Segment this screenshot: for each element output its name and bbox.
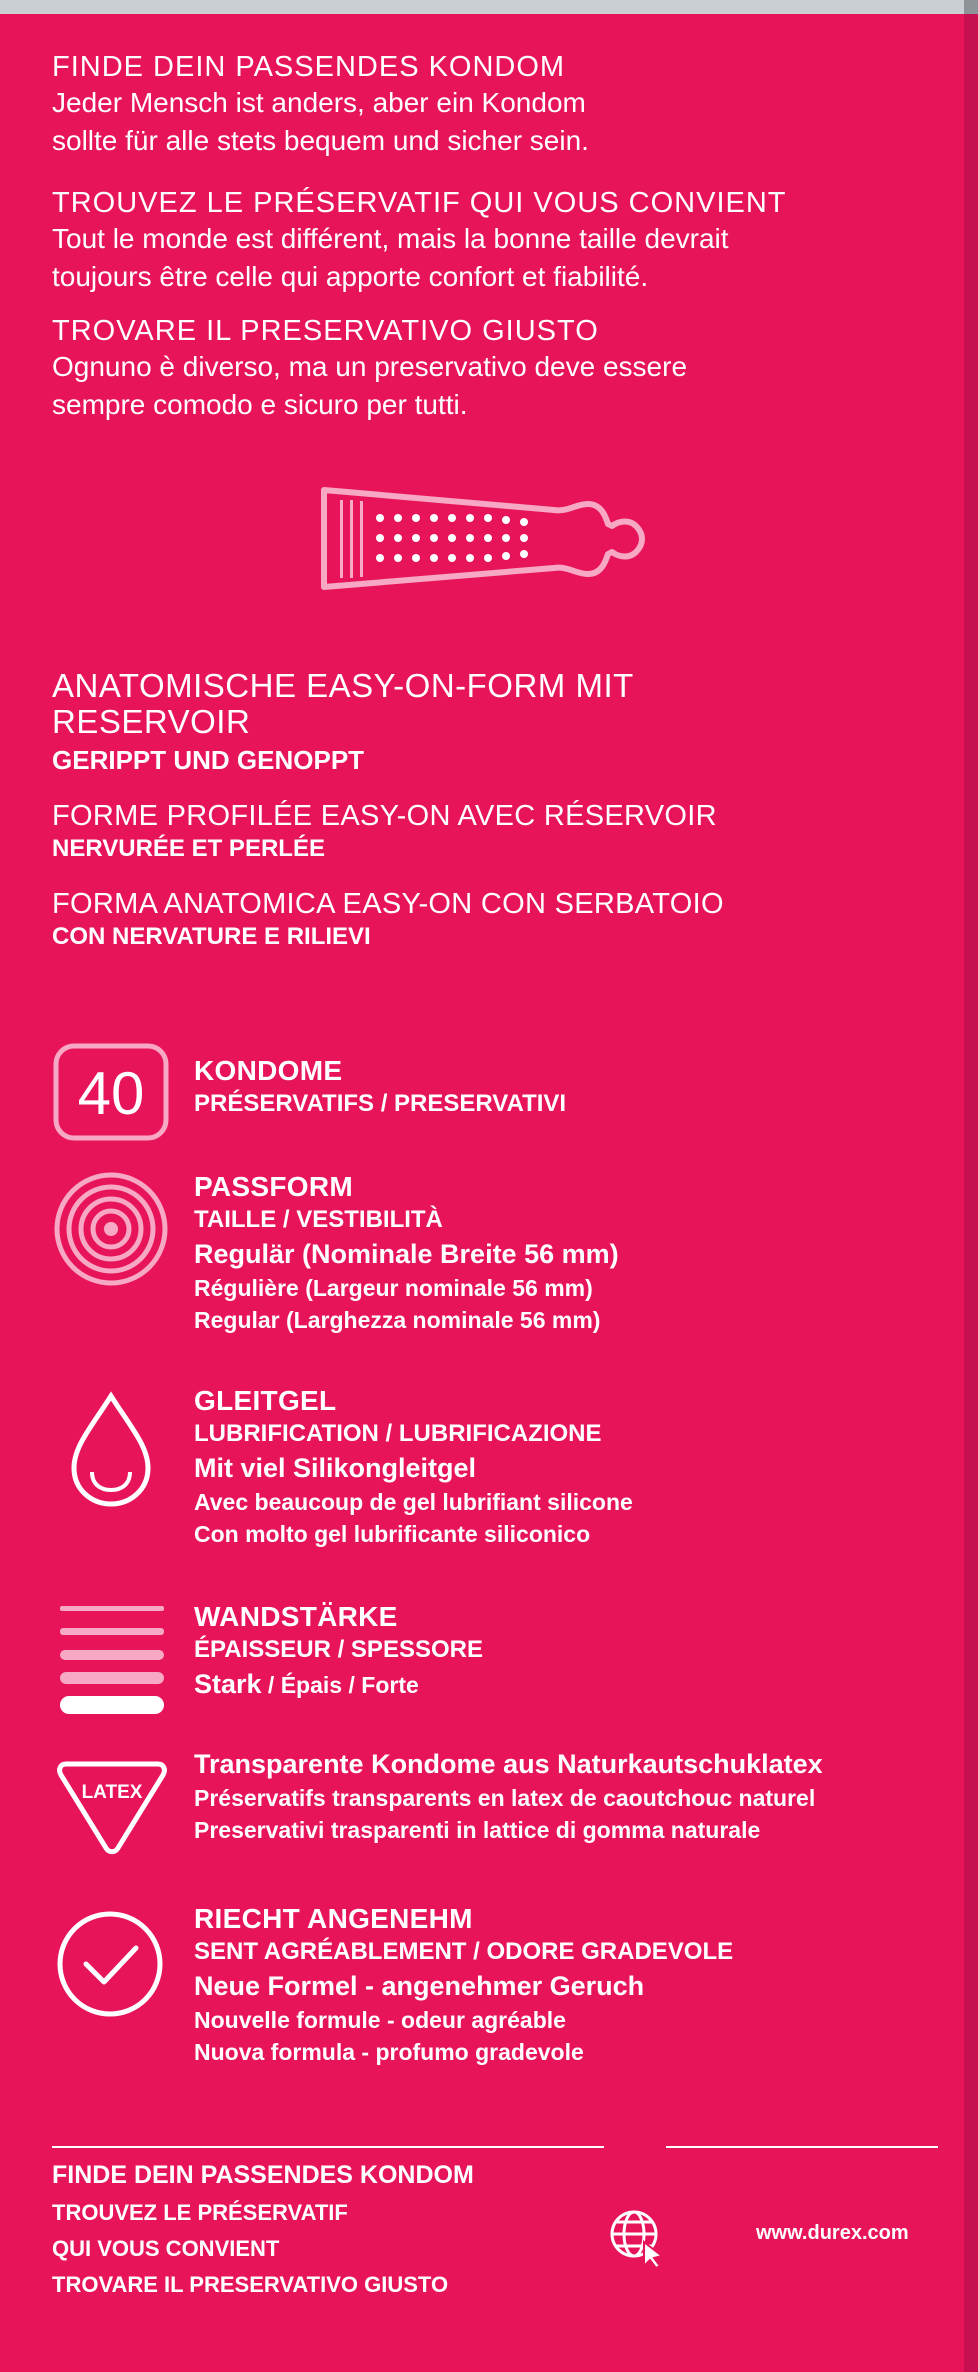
footer-it: TROVARE IL PRESERVATIVO GIUSTO [52, 2272, 449, 2297]
intro-text-line: sollte für alle stets bequem und sicher sein. [52, 125, 589, 156]
latex-triangle-icon [52, 1752, 172, 1862]
lube-feature [52, 1384, 952, 1584]
footer-fr-line: QUI VOUS CONVIENT [52, 2236, 280, 2261]
drop-icon [52, 1384, 170, 1514]
intro-text-line: toujours être celle qui apporte confort et fiabilité. [52, 261, 649, 292]
latex-feature [52, 1749, 952, 1872]
lube-title: GLEITGEL [194, 1385, 337, 1416]
latex-it: Preservativi trasparenti in lattice di gomma naturale [194, 1817, 761, 1843]
count-number: 40 [77, 1060, 145, 1127]
shape-description [52, 668, 932, 952]
thickness-values [194, 1666, 954, 1702]
intro-text-line: Tout le monde est différent, mais la bonne taille devrait [52, 223, 729, 254]
count-title: KONDOME [194, 1055, 343, 1086]
condom-shape-icon [318, 486, 668, 591]
shape-fr-sub: NERVURÉE ET PERLÉE [52, 835, 325, 862]
footer-divider-left [52, 2146, 604, 2148]
shape-de-sub: GERIPPT UND GENOPPT [52, 745, 365, 775]
lube-de: Mit viel Silikongleitgel [194, 1453, 477, 1483]
fit-title: PASSFORM [194, 1171, 353, 1202]
intro-text-line: Ognuno è diverso, ma un preservativo deve essere [52, 351, 688, 382]
website-url[interactable]: www.durex.com [756, 2222, 909, 2244]
thickness-sub: ÉPAISSEUR / SPESSORE [194, 1636, 483, 1663]
intro-text-line: sempre comodo e sicuro per tutti. [52, 389, 468, 420]
thickness-fr: Épais [280, 1672, 343, 1698]
latex-fr: Préservatifs transparents en latex de caoutchouc naturel [194, 1785, 816, 1811]
count-badge-icon [52, 1042, 170, 1142]
intro-de [52, 50, 952, 160]
package-top-flap [0, 0, 978, 14]
scent-fr: Nouvelle formule - odeur agréable [194, 2007, 566, 2033]
shape-it: FORMA ANATOMICA EASY-ON CON SERBATOIO [52, 888, 724, 920]
shape-de-line: ANATOMISCHE EASY-ON-FORM MIT [52, 667, 634, 704]
intro-fr [52, 186, 952, 296]
intro-heading: TROVARE IL PRESERVATIVO GIUSTO [52, 315, 599, 347]
globe-cursor-icon [606, 2206, 670, 2270]
package-side-edge [964, 14, 978, 2372]
count-feature [52, 1042, 952, 1152]
lube-fr: Avec beaucoup de gel lubrifiant silicone [194, 1489, 633, 1515]
intro-it [52, 314, 952, 424]
latex-de: Transparente Kondome aus Naturkautschuklatex [194, 1749, 823, 1779]
target-rings-icon [52, 1170, 170, 1288]
footer-text [52, 2155, 612, 2303]
fit-de: Regulär (Nominale Breite 56 mm) [194, 1239, 619, 1269]
scent-title: RIECHT ANGENEHM [194, 1903, 473, 1934]
footer-divider-right [666, 2146, 938, 2148]
footer-de: FINDE DEIN PASSENDES KONDOM [52, 2161, 474, 2189]
lube-it: Con molto gel lubrificante siliconico [194, 1521, 591, 1547]
fit-sub: TAILLE / VESTIBILITÀ [194, 1206, 443, 1233]
checkmark-circle-icon [52, 1902, 172, 2022]
intro-heading: TROUVEZ LE PRÉSERVATIF QUI VOUS CONVIENT [52, 187, 787, 219]
thickness-separator: / [261, 1672, 281, 1698]
scent-de: Neue Formel - angenehmer Geruch [194, 1971, 645, 2001]
intro-heading: FINDE DEIN PASSENDES KONDOM [52, 51, 566, 83]
scent-feature [52, 1902, 952, 2102]
scent-sub: SENT AGRÉABLEMENT / ODORE GRADEVOLE [194, 1938, 734, 1965]
count-sub: PRÉSERVATIFS / PRESERVATIVI [194, 1090, 567, 1117]
shape-de-line: RESERVOIR [52, 703, 251, 740]
thickness-title: WANDSTÄRKE [194, 1601, 398, 1632]
scent-it: Nuova formula - profumo gradevole [194, 2039, 584, 2065]
flap-corner [964, 0, 978, 14]
thickness-feature [52, 1600, 952, 1730]
fit-fr: Régulière (Largeur nominale 56 mm) [194, 1275, 593, 1301]
latex-icon-label: LATEX [81, 1782, 143, 1803]
shape-it-sub: CON NERVATURE E RILIEVI [52, 923, 371, 950]
thickness-de: Stark [194, 1669, 262, 1699]
thickness-bars-icon [52, 1600, 172, 1720]
shape-fr: FORME PROFILÉE EASY-ON AVEC RÉSERVOIR [52, 800, 717, 832]
footer-fr-line: TROUVEZ LE PRÉSERVATIF [52, 2200, 348, 2225]
fit-it: Regular (Larghezza nominale 56 mm) [194, 1307, 601, 1333]
lube-sub: LUBRIFICATION / LUBRIFICAZIONE [194, 1420, 602, 1447]
thickness-it: Forte [361, 1672, 419, 1698]
intro-text-line: Jeder Mensch ist anders, aber ein Kondom [52, 87, 586, 118]
fit-feature [52, 1170, 952, 1370]
thickness-separator: / [342, 1672, 362, 1698]
